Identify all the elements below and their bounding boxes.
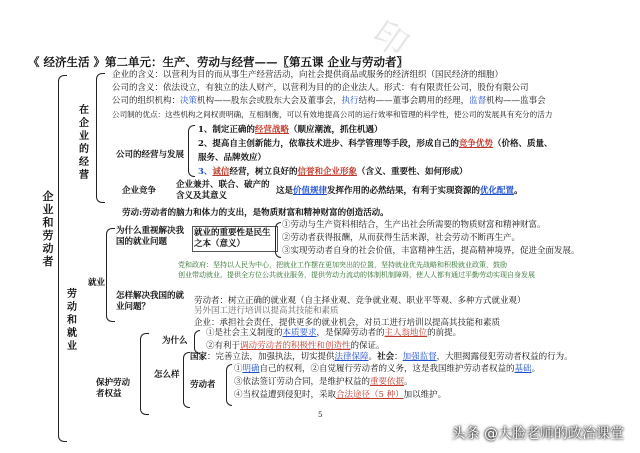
org-mid2: 结构——董事会聘用的经理， (358, 96, 470, 106)
reason-brace (275, 222, 281, 258)
why-reason-1 (206, 328, 461, 339)
org-end: 机构——监事会 (486, 96, 546, 106)
party-policy-line-1: 党和政府：坚持以人民为中心，把就业工作摆在更加突出的位置，坚持就业优先战略和积极就业政策，鼓励 (178, 261, 507, 269)
page-number: 5 (318, 411, 323, 419)
protect-rights-label: 保护劳动者权益 (96, 378, 131, 399)
watermark-stamp: 印 (364, 13, 416, 66)
why-reason-2 (206, 341, 385, 352)
title-part-1: 《 经济生活 》第二单元：生产、劳动与经营—— (28, 55, 278, 69)
employment-importance: 就业的重要性是民生之本（意义） (192, 226, 278, 252)
company-responsibility: 企业：承担社会责任，提供更多的就业机会，对员工进行培训以提高其技能和素质 (194, 318, 501, 328)
main-brace (58, 75, 67, 442)
success-item-1 (198, 125, 382, 136)
why2-pre: ②有利于 (206, 341, 241, 351)
org-exec: 执行 (341, 96, 359, 106)
state-measure (190, 352, 573, 363)
why1-end: 的前提。 (427, 328, 462, 338)
w3-pre: ④当权益遭到侵犯时，采取 (234, 390, 337, 400)
w3-legal-ways: 合法途径（5 种） (336, 390, 404, 400)
party-policy-line-2: 创业带动就业，提供全方位公共就业服务，提供劳动力流动的体制机制障碍，使人人都有通过平勤劳动实现自身发展 (178, 271, 535, 279)
value-law: 价值规律 (293, 186, 328, 196)
worker-duty-2 (234, 377, 413, 388)
why-label: 为什么 (162, 336, 188, 346)
s3-post: （含义、重要性、如何形成） (356, 167, 468, 177)
w3-end: 加以维护。 (403, 390, 447, 400)
w2-end: 。 (404, 377, 413, 387)
w2-pre: ③依法签订劳动合同，是维护权益的 (234, 377, 371, 387)
worker-brace (226, 364, 232, 406)
company-org-structure (112, 96, 546, 107)
s2-pre: 2、提高自主创新能力，依靠技术进步、科学管理等手段，形成自己的 (198, 139, 459, 149)
title-part-2: 〖第五课 企业与劳动者〗 (277, 55, 409, 69)
legal-guarantee: 法律保障 (334, 352, 369, 362)
success-item-2-line2: 服务、品牌效应） (198, 153, 267, 163)
how-brace (183, 352, 190, 408)
why1-essential: 本质要求 (282, 328, 317, 338)
employment-label: 就业 (88, 278, 106, 288)
why2-enthusiasm: 调动劳动者的积极性和创造性 (240, 341, 351, 351)
reason-2: ②劳动者获得报酬，从而获得生活来源，社会劳动不断再生产。 (282, 233, 521, 243)
protect-brace (140, 333, 149, 415)
s3-mid: 经营，树立良好的 (229, 167, 298, 177)
why-brace (194, 330, 200, 354)
compete-tail: 。 (514, 186, 523, 196)
worker-employment-view: 劳动者：树立正确的就业观（自主择业观、竞争就业观、职业平等观、多种方式就业观） (194, 296, 526, 306)
why2-end: 的保证。 (350, 341, 385, 351)
company-advantages: 公司制的优点：这些机构之间权责明确，互相制衡，可以有效地提高公司的运行效率和管理的科学性，使公司的发展具有充分的活力 (112, 110, 553, 119)
s1-pre: 1、制定正确的 (198, 125, 255, 135)
optimal-allocation: 优化配置 (480, 186, 515, 196)
state-pre: ：完善立法，加强执法，切实提供 (207, 352, 335, 362)
competition-result (276, 186, 523, 197)
success-item-2 (198, 139, 552, 150)
worker-duty-1 (234, 364, 540, 375)
org-decision: 决策 (180, 96, 198, 106)
state-label: 国家 (190, 352, 208, 362)
company-definition: 公司的含义：依法设立，有独立的法人财产，以营利为目的的企业法人。形式：有有限责任公司，股份有限公司 (112, 83, 529, 93)
how-employment-question: 怎样解决我国的就业问题？ (116, 291, 185, 312)
reason-3: ③实现劳动者自身的社会价值，丰富精神生活，提高精神境界，促进全面发展。 (282, 246, 580, 256)
enterprise-brace (96, 73, 105, 203)
why1-mid: ，是保障劳动者的 (316, 328, 385, 338)
society-pre: ： (394, 352, 403, 362)
s1-post: （顺应潮流，抓住机遇） (288, 125, 383, 135)
labor-vertical-label: 劳动和就业 (67, 289, 77, 352)
org-mid1: 机构——股东会或股东大会及董事会， (197, 96, 342, 106)
success-brace (188, 125, 195, 177)
worker-employment-extra: 另外国工进行培训以提高其技能和素质 (194, 306, 339, 316)
compete-mid: 发挥作用的必然结果，有利于实现资源的 (327, 186, 481, 196)
compete-pre: 这是 (276, 186, 294, 196)
state-mid: 。 (368, 352, 378, 362)
page-title (28, 54, 408, 70)
success-label: 公司的经营与发展 (116, 150, 185, 160)
worker-duty-3 (234, 390, 446, 401)
why-employment-question: 为什么重视解决我国的就业问题 (116, 226, 185, 247)
employment-brace (106, 228, 115, 322)
s3-highlight-2: 信誉和企业形象 (297, 167, 357, 177)
how-label: 怎么样 (154, 370, 180, 380)
enterprise-vertical-label: 在企业的经营 (79, 105, 89, 181)
w2-important-basis: 重要依据 (370, 377, 405, 387)
s1-highlight: 经营战略 (254, 125, 289, 135)
society-end: ，大胆揭露侵犯劳动者权益的行为。 (436, 352, 573, 362)
s3-pre: 3、 (198, 167, 213, 177)
merge-text: 企业兼并、联合、破产的含义及其意义 (176, 180, 270, 201)
competition-label: 企业竞争 (122, 186, 157, 196)
main-topic-vertical: 企业和劳动者 (42, 190, 54, 268)
w1-clear: 明确 (242, 364, 260, 374)
enterprise-definition: 企业的含义：以营利为目的而从事生产经营活动，向社会提供商品或服务的经济组织（国民经济的细胞） (112, 70, 504, 80)
org-prefix: 公司的组织机构： (112, 96, 181, 106)
w1-basis: 基础 (514, 364, 532, 374)
w1-mid: 自己的权利，②自觉履行劳动者的义务，这是我国维护劳动者权益的 (259, 364, 515, 374)
success-item-3 (198, 167, 467, 178)
w1-pre: ① (234, 364, 243, 374)
society-label: 社会 (377, 352, 395, 362)
w1-tail: 。 (531, 364, 541, 374)
labor-definition: 劳动:劳动者的脑力和体力的支出，是物质财富和精神财富的创造活动。 (122, 208, 389, 218)
why1-pre: ①是社会主义制度的 (206, 328, 283, 338)
why1-master: 主人翁地位 (384, 328, 428, 338)
org-supervise: 监督 (469, 96, 487, 106)
s2-highlight: 竞争优势 (458, 139, 493, 149)
reason-1: ①劳动与生产资料相结合，生产出社会所需要的物质财富和精神财富。 (282, 220, 546, 230)
worker-label: 劳动者 (190, 380, 216, 390)
s3-highlight: 诚信 (212, 167, 230, 177)
s2-post: （价格、质量、 (492, 139, 553, 149)
strengthen-supervision: 加强监督 (402, 352, 437, 362)
footer-credit: 头条 @大脸老师的政治课堂 (451, 426, 624, 442)
